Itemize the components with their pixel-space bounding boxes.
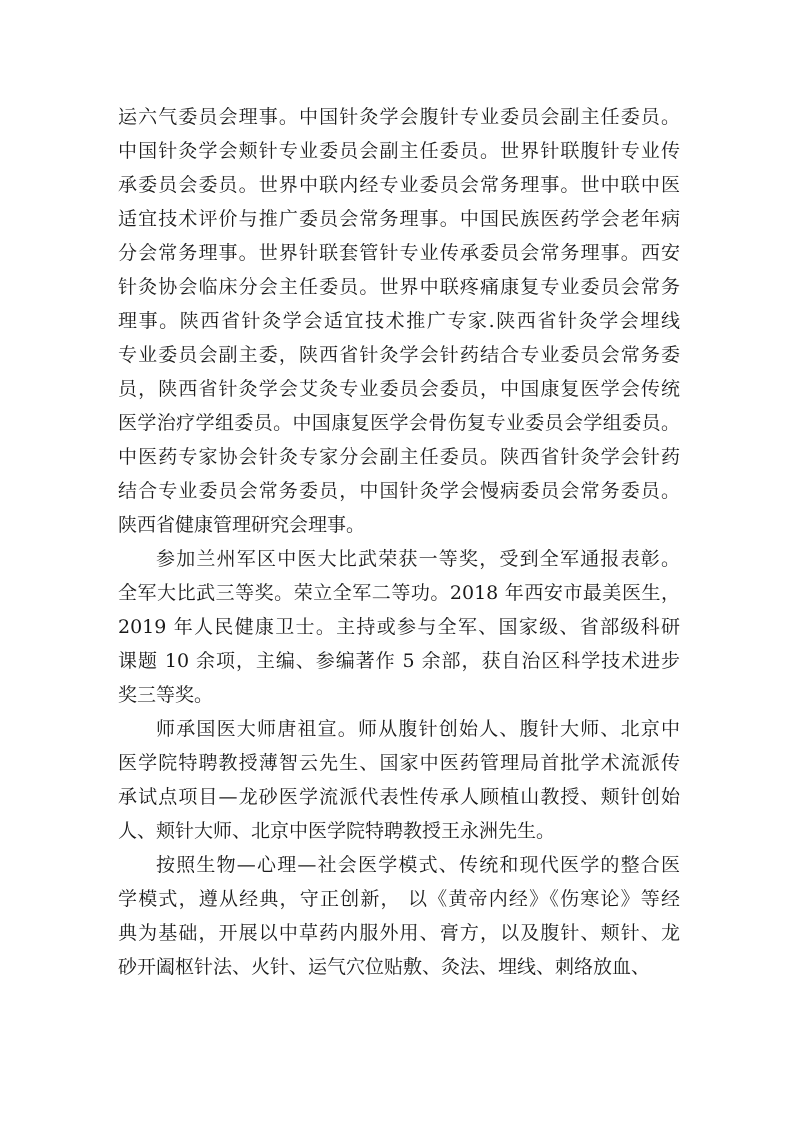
text-line: 分会常务理事。世界针联套管针专业传承委员会常务理事。西安 xyxy=(118,242,680,264)
text-line: 2019 年人民健康卫士。主持或参与全军、国家级、省部级科研 xyxy=(118,616,680,638)
text-line: 师承国医大师唐祖宣。师从腹针创始人、腹针大师、北京中 xyxy=(156,718,680,740)
text-line: 人、颊针大师、北京中医学院特聘教授王永洲先生。 xyxy=(118,820,556,842)
text-line: 参加兰州军区中医大比武荣获一等奖，受到全军通报表彰。 xyxy=(156,548,680,570)
text-line: 承试点项目—龙砂医学流派代表性传承人顾植山教授、颊针创始 xyxy=(118,786,680,808)
paragraph-p2 xyxy=(118,542,680,712)
text-line: 适宜技术评价与推广委员会常务理事。中国民族医药学会老年病 xyxy=(118,208,680,230)
text-line: 典为基础，开展以中草药内服外用、膏方，以及腹针、颊针、龙 xyxy=(118,922,680,944)
text-line: 医学治疗学组委员。中国康复医学会骨伤复专业委员会学组委员。 xyxy=(118,412,680,434)
paragraph-p3 xyxy=(118,712,680,848)
text-line: 中医药专家协会针灸专家分会副主任委员。陕西省针灸学会针药 xyxy=(118,446,680,468)
text-line: 针灸协会临床分会主任委员。世界中联疼痛康复专业委员会常务 xyxy=(118,276,680,298)
text-line: 专业委员会副主委，陕西省针灸学会针药结合专业委员会常务委 xyxy=(118,344,680,366)
text-line: 理事。陕西省针灸学会适宜技术推广专家.陕西省针灸学会埋线 xyxy=(118,310,680,332)
text-line: 按照生物—心理—社会医学模式、传统和现代医学的整合医 xyxy=(156,854,680,876)
text-line: 砂开阖枢针法、火针、运气穴位贴敷、灸法、埋线、刺络放血、 xyxy=(118,956,651,978)
text-line: 医学院特聘教授薄智云先生、国家中医药管理局首批学术流派传 xyxy=(118,752,680,774)
text-line: 运六气委员会理事。中国针灸学会腹针专业委员会副主任委员。 xyxy=(118,106,680,128)
text-line: 结合专业委员会常务委员，中国针灸学会慢病委员会常务委员。 xyxy=(118,480,680,502)
paragraph-p4 xyxy=(118,848,680,984)
paragraph-p1 xyxy=(118,100,680,542)
text-line: 学模式，遵从经典，守正创新， 以《黄帝内经》《伤寒论》等经 xyxy=(118,888,680,910)
text-line: 承委员会委员。世界中联内经专业委员会常务理事。世中联中医 xyxy=(118,174,680,196)
text-line: 课题 10 余项，主编、参编著作 5 余部，获自治区科学技术进步 xyxy=(118,650,680,672)
text-line: 员，陕西省针灸学会艾灸专业委员会委员，中国康复医学会传统 xyxy=(118,378,680,400)
text-line: 全军大比武三等奖。荣立全军二等功。2018 年西安市最美医生， xyxy=(118,582,680,604)
text-line: 奖三等奖。 xyxy=(118,684,214,706)
text-line: 陕西省健康管理研究会理事。 xyxy=(118,514,366,536)
body-text xyxy=(118,100,680,984)
text-line: 中国针灸学会颊针专业委员会副主任委员。世界针联腹针专业传 xyxy=(118,140,680,162)
